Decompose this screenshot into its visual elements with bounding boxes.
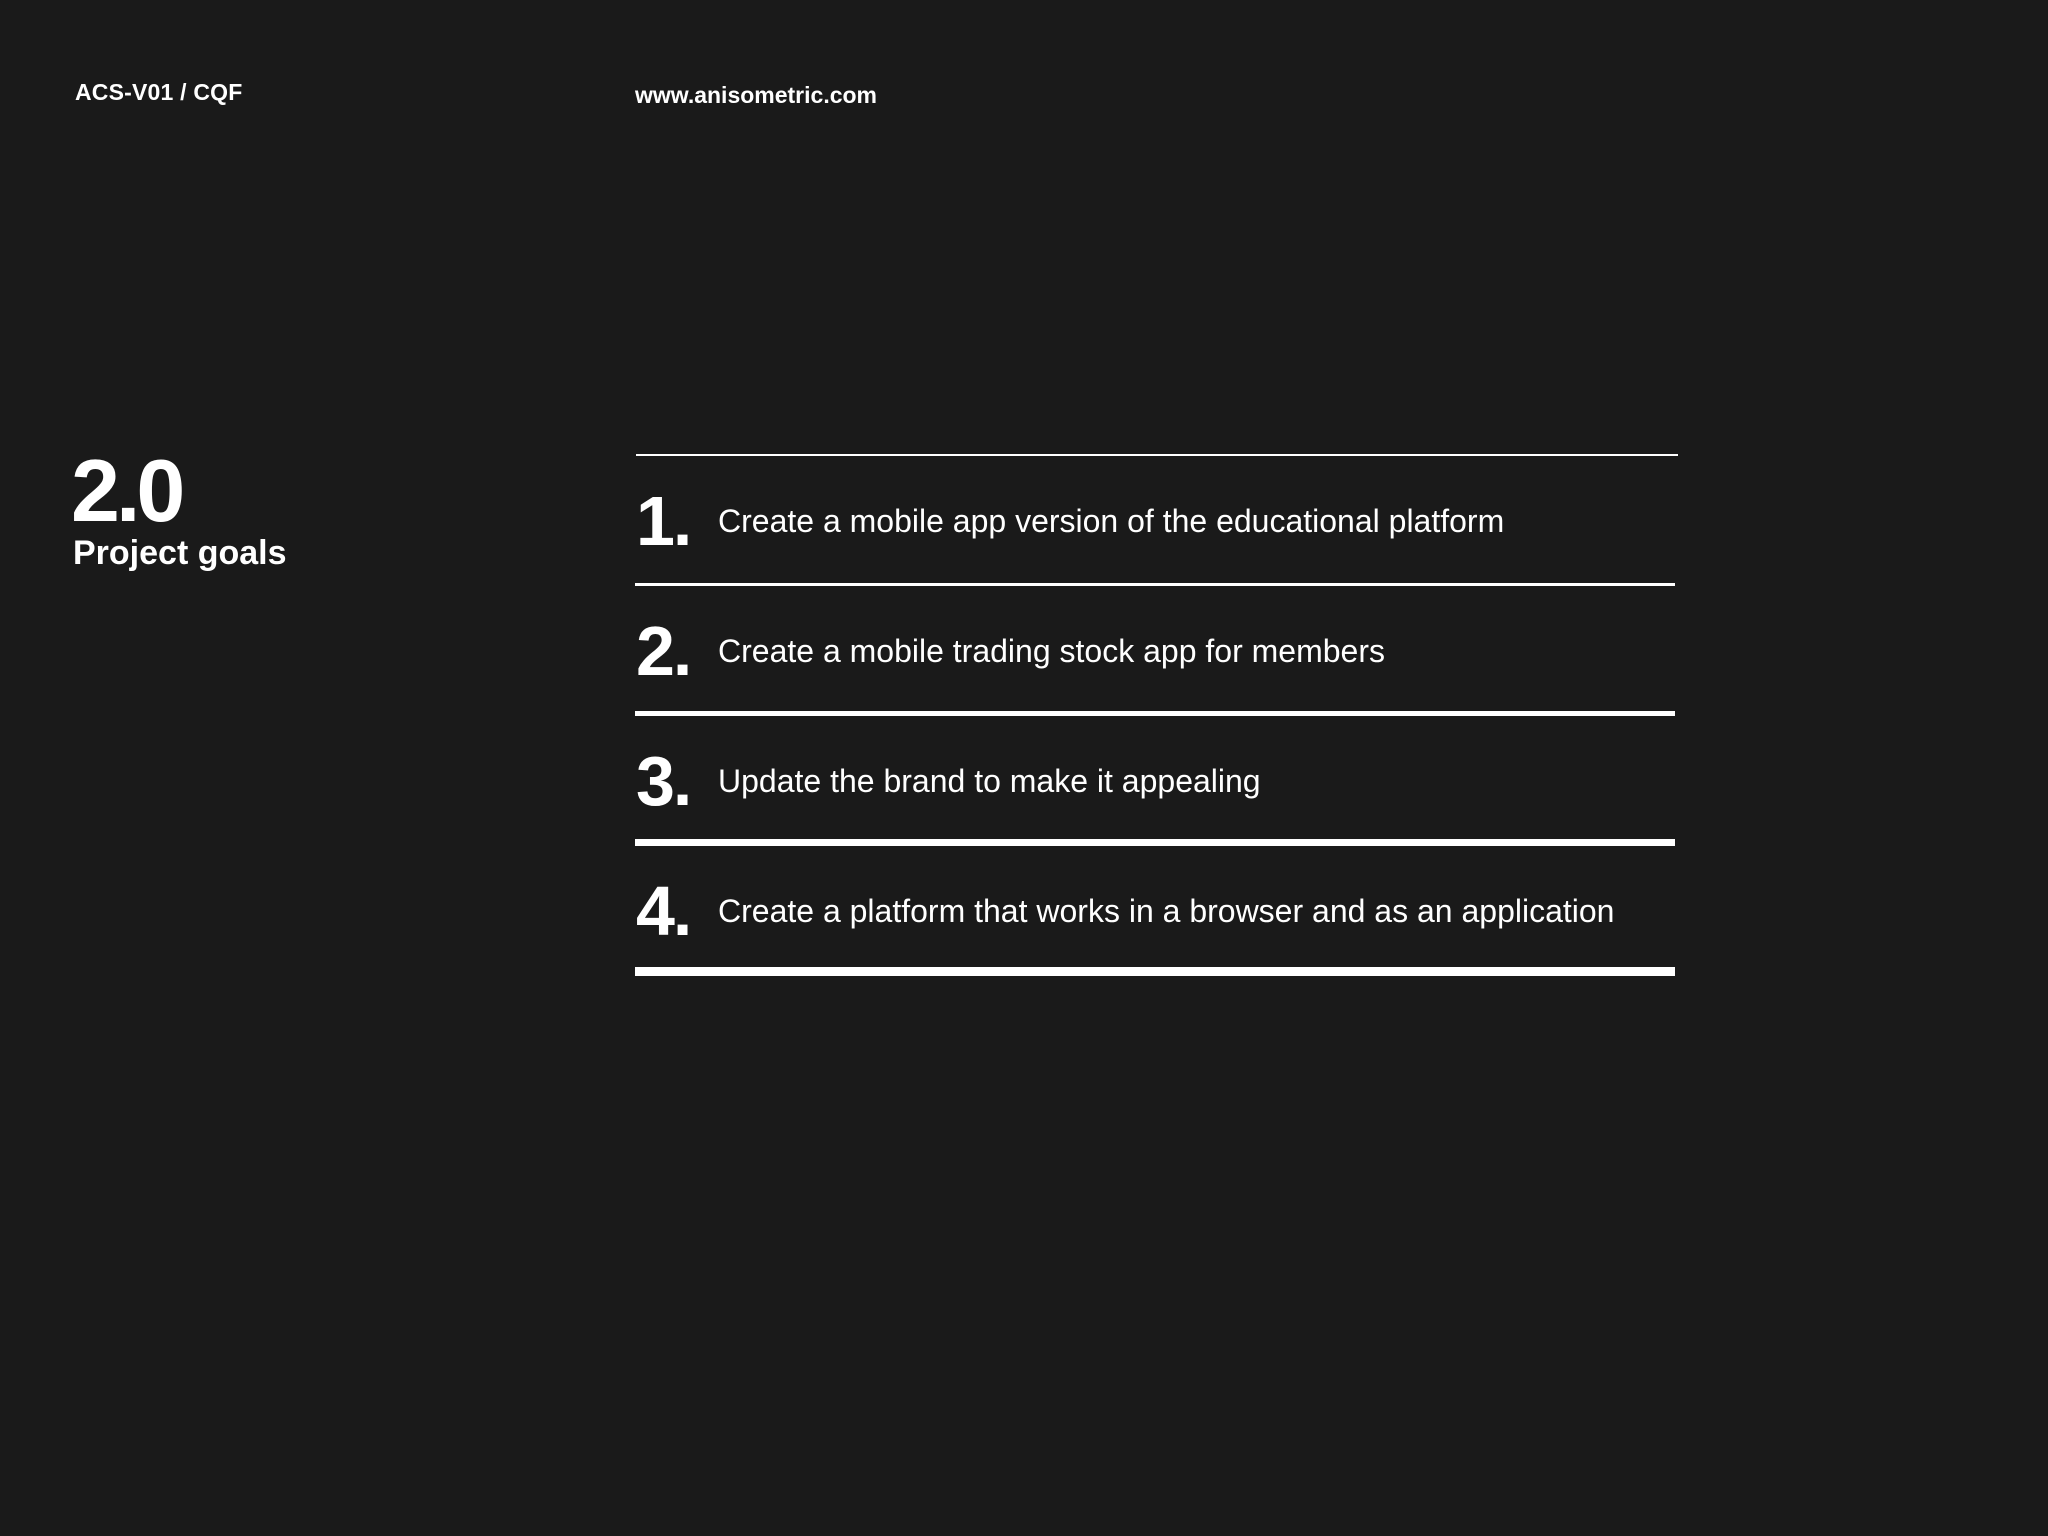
goal-item-3 <box>636 716 1678 846</box>
goal-number: 2. <box>636 612 691 690</box>
divider-line <box>635 839 1675 846</box>
section-title: Project goals <box>73 534 287 572</box>
goals-list <box>636 454 1678 976</box>
goal-number: 4. <box>636 872 691 950</box>
goal-text: Update the brand to make it appealing <box>718 763 1261 799</box>
goal-item-4 <box>636 846 1678 976</box>
section-number: 2.0 <box>71 441 182 540</box>
goal-item-1 <box>636 456 1678 586</box>
goal-number: 1. <box>636 482 691 560</box>
goal-number: 3. <box>636 742 691 820</box>
goal-text: Create a mobile trading stock app for members <box>718 633 1385 669</box>
divider-line <box>635 967 1675 976</box>
website-url: www.anisometric.com <box>635 82 877 108</box>
goal-text: Create a platform that works in a browser and as an application <box>718 893 1615 929</box>
document-code: ACS-V01 / CQF <box>75 79 243 105</box>
section-heading <box>71 441 287 573</box>
goal-text: Create a mobile app version of the educational platform <box>718 503 1505 539</box>
goal-item-2 <box>636 586 1678 716</box>
